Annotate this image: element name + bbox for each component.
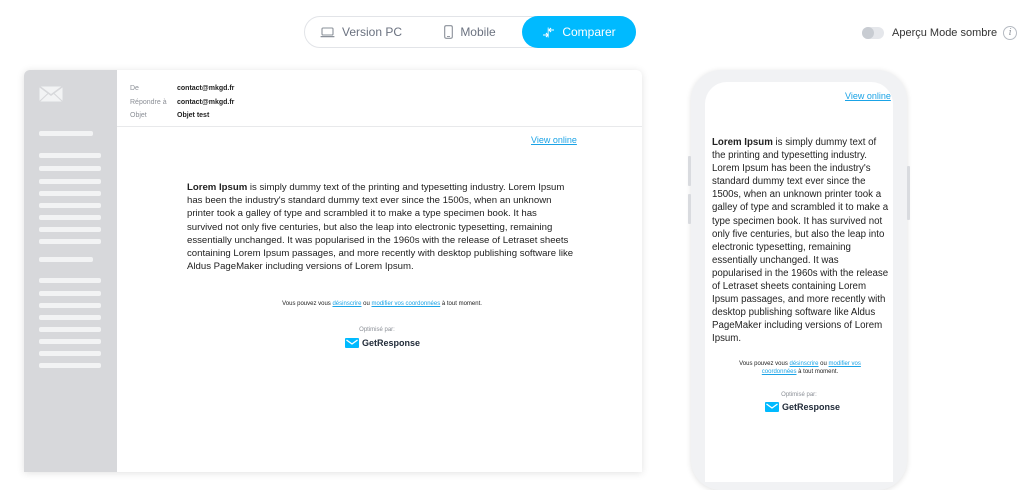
sidebar-placeholder — [39, 363, 101, 368]
email-headers — [117, 70, 642, 127]
phone-side-button — [907, 166, 910, 220]
getresponse-logo-icon — [765, 402, 779, 412]
envelope-icon — [39, 86, 63, 102]
sidebar-placeholder — [39, 227, 101, 232]
header-reply-to — [130, 96, 642, 110]
sidebar-placeholder — [39, 351, 101, 356]
getresponse-brand[interactable] — [345, 338, 420, 348]
view-online-link[interactable]: View online — [531, 135, 577, 145]
header-value: Objet test — [177, 112, 210, 120]
laptop-icon — [320, 27, 335, 38]
tab-compare-label: Comparer — [562, 25, 616, 39]
header-value: contact@mkgd.fr — [177, 85, 235, 93]
unsub-mid: ou — [818, 361, 829, 367]
update-details-link[interactable]: modifier vos coordonnées — [761, 361, 861, 375]
info-icon[interactable]: i — [1003, 26, 1017, 40]
dark-mode-switch[interactable] — [862, 27, 884, 39]
body-bold-lead: Lorem Ipsum — [187, 182, 248, 193]
phone-screen — [705, 82, 893, 482]
desktop-preview — [24, 70, 642, 472]
sidebar-placeholder — [39, 327, 101, 332]
unsubscribe-link[interactable]: désinscrire — [789, 361, 819, 367]
sidebar-placeholder — [39, 131, 93, 136]
sidebar-placeholder — [39, 257, 93, 262]
unsub-suffix: à tout moment. — [440, 301, 482, 307]
header-label: Répondre à — [130, 98, 167, 106]
phone-icon — [444, 25, 453, 39]
sidebar-placeholder — [39, 179, 101, 184]
body-paragraph: is simply dummy text of the printing and typesetting industry. Lorem Ipsum has been the industry's standard dummy text ever since the 1500s, when an unknown printer took a galley of type and scrambled it to make a type specimen book. It has survived not only five centuries, but also the leap into electronic typesetting, remaining essentially unchanged. It was popularised in the 1960s with the release of Letraset sheets containing Lorem Ipsum passages, and more recently with desktop publishing software like Aldus PageMaker including versions of Lorem Ipsum. — [712, 137, 889, 345]
sidebar-placeholder — [39, 291, 101, 296]
brand-name: GetResponse — [782, 402, 841, 412]
dark-mode-label: Aperçu Mode sombre — [892, 27, 998, 39]
preview-mode-tabs — [304, 16, 636, 48]
unsub-prefix: Vous pouvez vous — [282, 301, 333, 307]
sidebar-placeholder — [39, 239, 101, 244]
email-body-text — [712, 136, 890, 346]
compare-icon — [542, 27, 555, 38]
sidebar-placeholder — [39, 303, 101, 308]
header-label: De — [130, 85, 139, 93]
brand-name: GetResponse — [362, 338, 421, 348]
sidebar-placeholder — [39, 215, 101, 220]
tab-version-pc-label: Version PC — [341, 25, 403, 39]
body-paragraph: is simply dummy text of the printing and typesetting industry. Lorem Ipsum has been the industry's standard dummy text ever since the 1500s, when an unknown printer took a galley of type and scrambled it to make a type specimen book. It has survived not only five centuries, but also the leap into electronic typesetting, remaining essentially unchanged. It was popularised in the 1960s with the release of Letraset sheets containing Lorem Ipsum passages, and more recently with desktop publishing software like Aldus PageMaker including versions of Lorem Ipsum. — [187, 182, 574, 273]
header-label: Objet — [130, 112, 147, 120]
getresponse-brand[interactable] — [765, 402, 840, 412]
mail-client-sidebar — [24, 70, 117, 472]
sidebar-placeholder — [39, 203, 101, 208]
email-body-text — [187, 181, 575, 273]
sidebar-placeholder — [39, 315, 101, 320]
optimized-by-label: Optimisé par: — [359, 327, 395, 333]
sidebar-placeholder — [39, 166, 101, 171]
unsubscribe-link[interactable]: désinscrire — [332, 301, 362, 307]
phone-side-button — [688, 156, 691, 186]
view-online-link[interactable]: View online — [845, 91, 891, 101]
dark-mode-toggle-group — [862, 26, 1017, 40]
sidebar-placeholder — [39, 278, 101, 283]
header-subject — [130, 109, 642, 123]
switch-knob — [862, 27, 874, 39]
sidebar-placeholder — [39, 153, 101, 158]
sidebar-placeholder — [39, 191, 101, 196]
getresponse-logo-icon — [345, 338, 359, 348]
update-details-link[interactable]: modifier vos coordonnées — [371, 301, 441, 307]
unsub-suffix: à tout moment. — [796, 369, 839, 375]
mobile-preview — [691, 70, 907, 490]
header-value: contact@mkgd.fr — [177, 98, 235, 106]
unsub-prefix: Vous pouvez vous — [739, 361, 790, 367]
email-pane — [117, 70, 642, 472]
tab-version-pc[interactable] — [305, 17, 417, 47]
tab-mobile[interactable] — [417, 17, 523, 47]
unsubscribe-line — [257, 301, 507, 307]
body-bold-lead: Lorem Ipsum — [712, 137, 773, 148]
unsubscribe-line — [725, 360, 875, 376]
header-from — [130, 82, 642, 96]
sidebar-placeholder — [39, 339, 101, 344]
phone-side-button — [688, 194, 691, 224]
unsub-mid: ou — [361, 301, 372, 307]
tab-mobile-label: Mobile — [460, 25, 496, 39]
optimized-by-label: Optimisé par: — [781, 392, 817, 398]
tab-compare[interactable] — [522, 16, 636, 48]
